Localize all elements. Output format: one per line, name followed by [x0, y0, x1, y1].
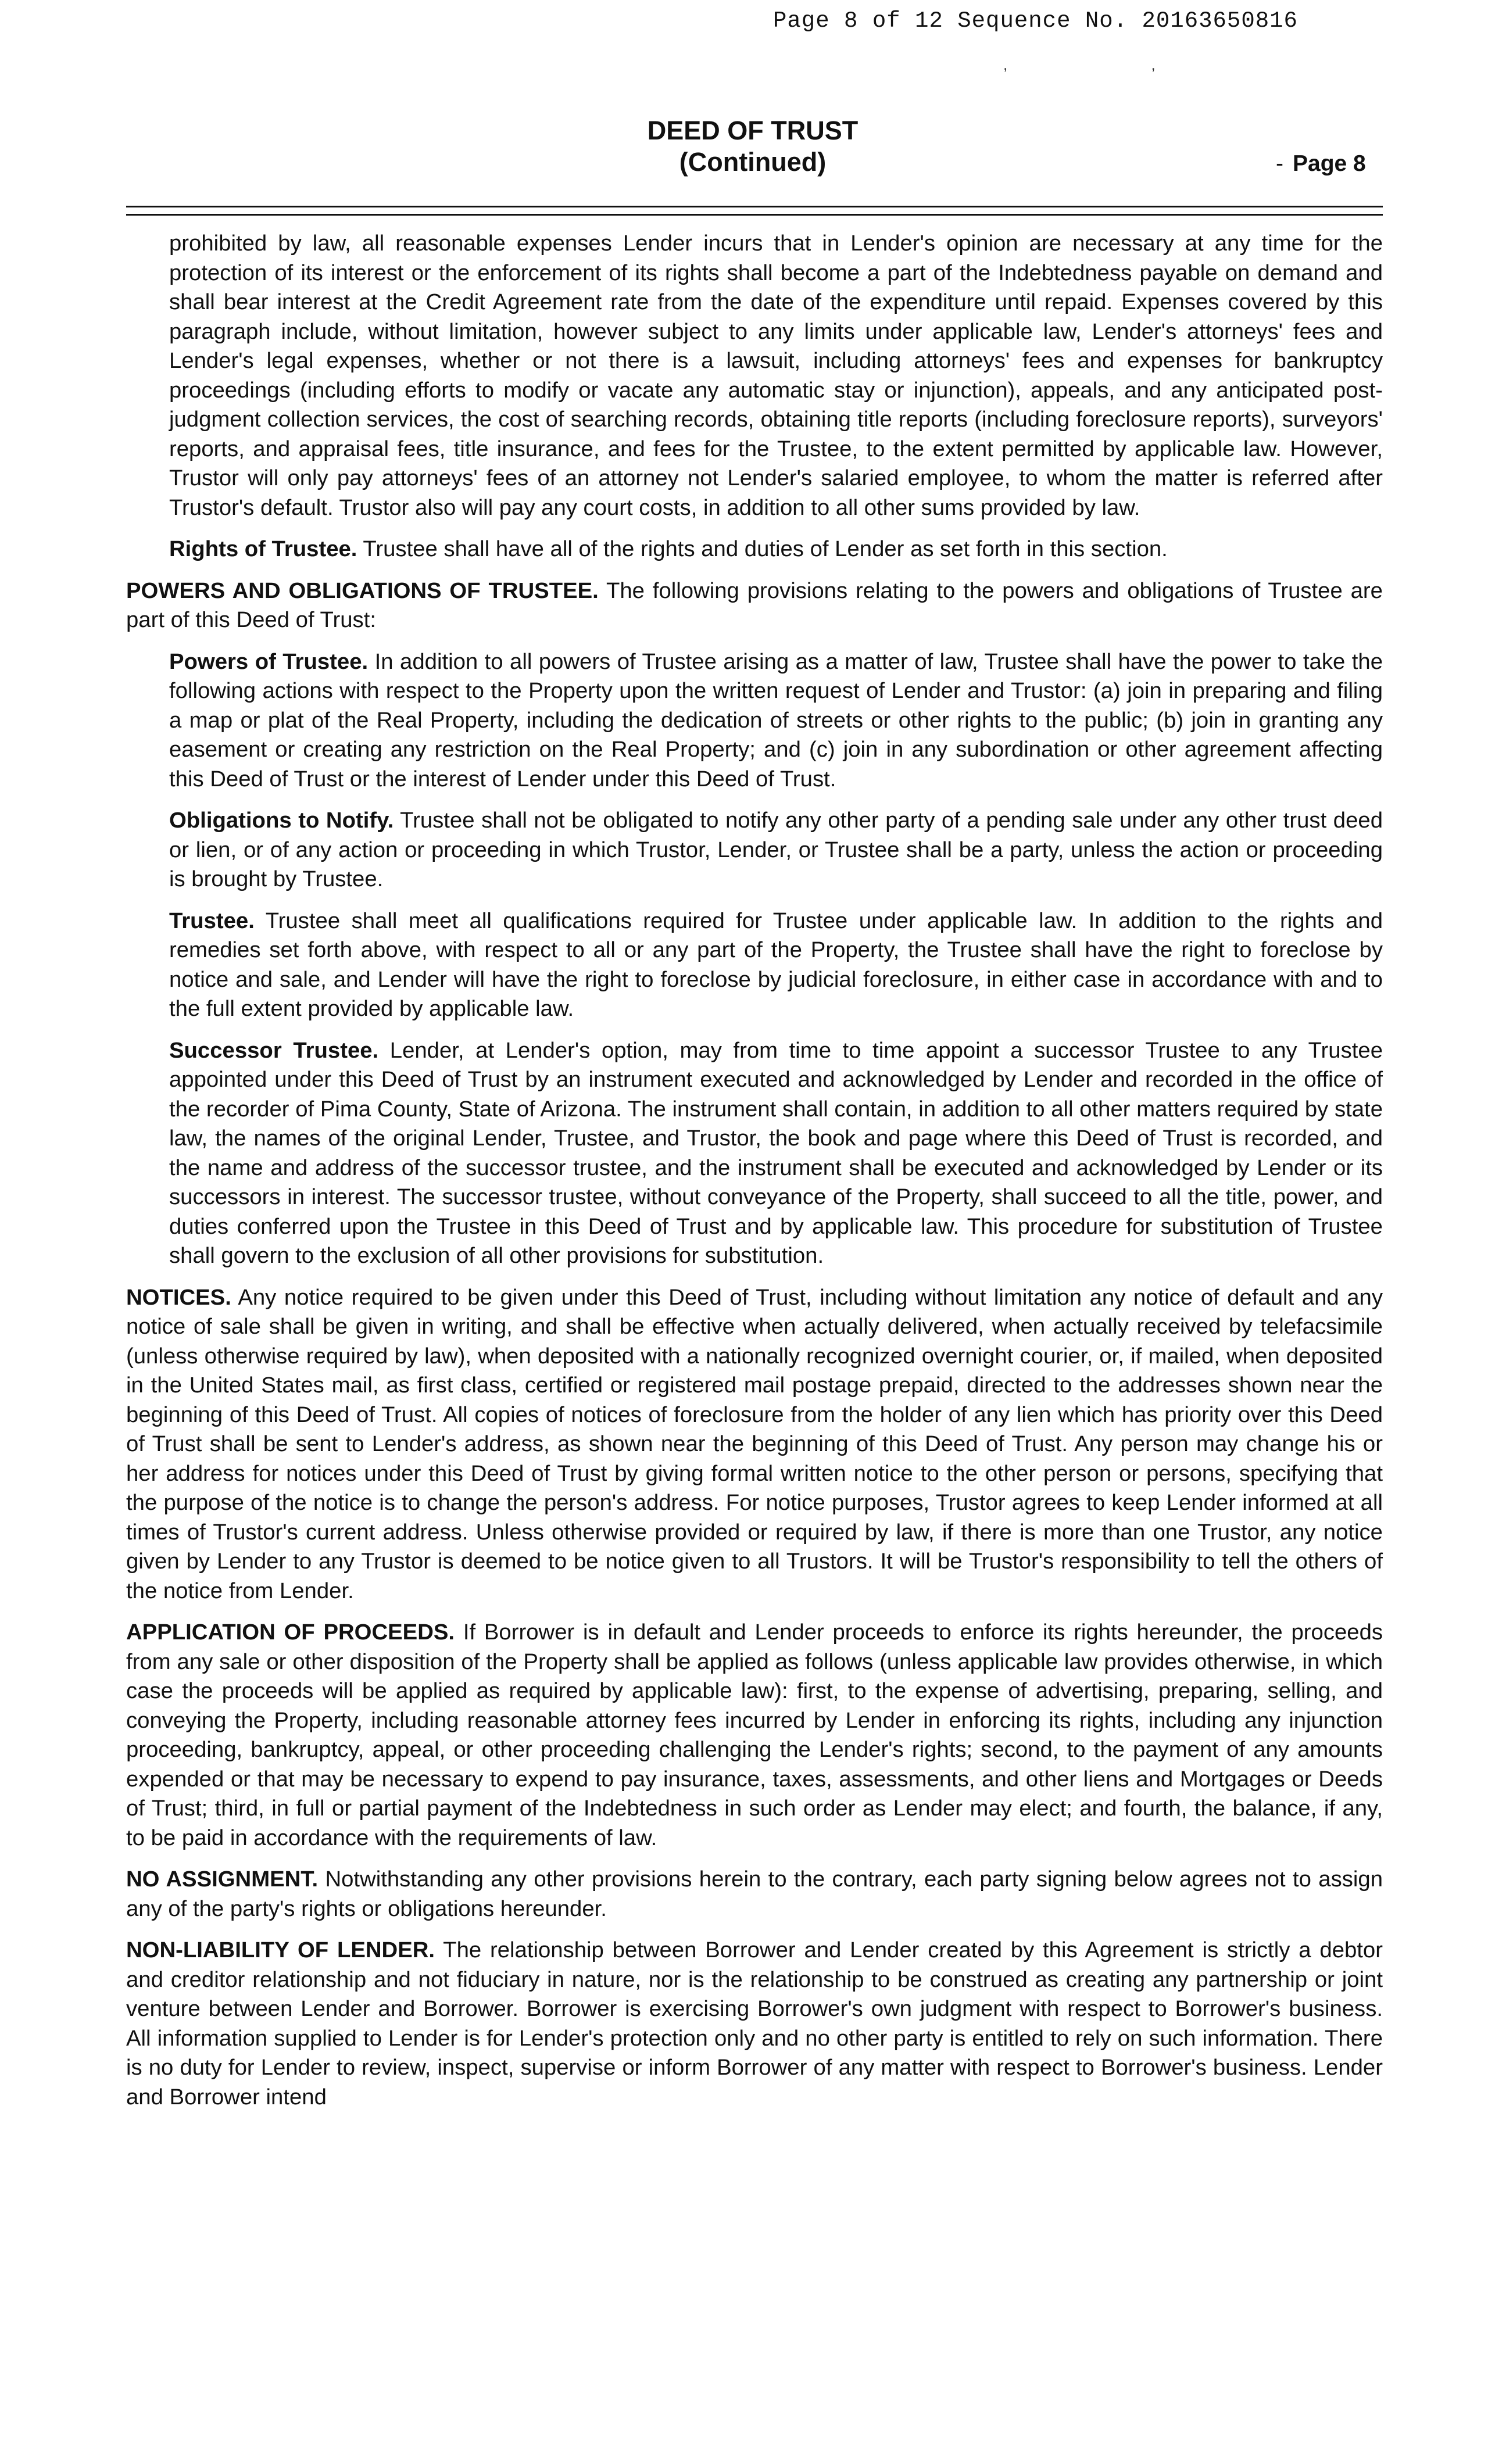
scan-specks: , ,	[1003, 56, 1225, 73]
paragraph-no-assignment	[126, 1865, 1383, 1924]
paragraph-heading: Obligations to Notify.	[169, 808, 394, 833]
paragraph-text: The relationship between Borrower and Lender created by this Agreement is strictly a debtor and creditor relationship and not fiduciary in nature, nor is the relationship to be construed as creating any partnership or joint venture between Lender and Borrower. Borrower is exercising Borrower's own judgment with respect to Borrower's business. All information supplied to Lender is for Lender's protection only and no other party is entitled to rely on such information. There is no duty for Lender to review, inspect, supervise or inform Borrower of any matter with respect to Borrower's business. Lender and Borrower intend	[126, 1937, 1383, 2110]
header-rule-bottom	[126, 214, 1383, 216]
paragraph-obligations-to-notify	[169, 806, 1383, 894]
paragraph-non-liability-of-lender	[126, 1936, 1383, 2112]
document-body	[126, 229, 1383, 2124]
header-rule-top	[126, 206, 1383, 207]
paragraph-heading: Rights of Trustee.	[169, 536, 357, 561]
paragraph-successor-trustee	[169, 1036, 1383, 1271]
paragraph-text: The following provisions relating to the powers and obligations of Trustee are part of this Deed of Trust:	[126, 578, 1383, 632]
page-number: Page 8	[1293, 151, 1366, 176]
paragraph-trustee	[169, 907, 1383, 1024]
title-line: DEED OF TRUST	[647, 116, 859, 145]
paragraph-text: Trustee shall have all of the rights and duties of Lender as set forth in this section.	[363, 536, 1168, 561]
paragraph-heading: Trustee.	[169, 908, 255, 933]
paragraph-heading: NON-LIABILITY OF LENDER.	[126, 1937, 435, 1962]
document-title	[0, 115, 1488, 178]
paragraph-text: Any notice required to be given under this Deed of Trust, including without limitation any notice of default and any notice of sale shall be given in writing, and shall be effective when actually delivered, when actually received by telefacsimile (unless otherwise required by law), when deposited with a nationally recognized overnight courier, or, if mailed, when deposited in the United States mail, as first class, certified or registered mail postage prepaid, directed to the addresses shown near the beginning of this Deed of Trust. All copies of notices of foreclosure from the holder of any lien which has priority over this Deed of Trust shall be sent to Lender's address, as shown near the beginning of this Deed of Trust. Any person may change his or her address for notices under this Deed of Trust by giving formal written notice to the other person or persons, specifying that the purpose of the notice is to change the person's address. For notice purposes, Trustor agrees to keep Lender informed at all times of Trustor's current address. Unless otherwise provided or required by law, if there is more than one Trustor, any notice given by Lender to any Trustor is deemed to be notice given to all Trustors. It will be Trustor's responsibility to tell the others of the notice from Lender.	[126, 1284, 1383, 1603]
paragraph-heading: Successor Trustee.	[169, 1037, 379, 1063]
subtitle-line: (Continued)	[679, 147, 827, 177]
paragraph-text: Trustee shall meet all qualifications required for Trustee under applicable law. In addition to the rights and remedies set forth above, with respect to all or any part of the Property, the Trustee shall have the right to foreclose by notice and sale, and Lender will have the right to foreclose by judicial foreclosure, in either case in accordance with and to the full extent provided by applicable law.	[169, 908, 1383, 1021]
paragraph-heading: POWERS AND OBLIGATIONS OF TRUSTEE.	[126, 578, 599, 603]
paragraph-rights-of-trustee	[169, 535, 1383, 564]
paragraph-text: Trustee shall not be obligated to notify any other party of a pending sale under any other trust deed or lien, or of any action or proceeding in which Trustor, Lender, or Trustee shall be a party, unless the action or proceeding is brought by Trustee.	[169, 808, 1383, 891]
paragraph-powers-and-obligations	[126, 576, 1383, 635]
paragraph-heading: Powers of Trustee.	[169, 649, 369, 674]
paragraph-text: Notwithstanding any other provisions herein to the contrary, each party signing below agrees not to assign any of the party's rights or obligations hereunder.	[126, 1867, 1383, 1921]
paragraph-text: Lender, at Lender's option, may from time to time appoint a successor Trustee to any Trustee appointed under this Deed of Trust by an instrument executed and acknowledged by Lender and recorded in the office of the recorder of Pima County, State of Arizona. The instrument shall contain, in addition to all other matters required by state law, the names of the original Lender, Trustee, and Trustor, the book and page where this Deed of Trust is recorded, and the name and address of the successor trustee, and the instrument shall be executed and acknowledged by Lender or its successors in interest. The successor trustee, without conveyance of the Property, shall succeed to all the title, power, and duties conferred upon the Trustee in this Deed of Trust and by applicable law. This procedure for substitution of Trustee shall govern to the exclusion of all other provisions for substitution.	[169, 1037, 1383, 1268]
paragraph-powers-of-trustee	[169, 647, 1383, 794]
paragraph-application-of-proceeds	[126, 1618, 1383, 1853]
page-dash: -	[1276, 151, 1283, 176]
paragraph-heading: APPLICATION OF PROCEEDS.	[126, 1620, 455, 1645]
paragraph-notices	[126, 1283, 1383, 1606]
page-number-label	[1276, 151, 1366, 177]
paragraph-expenses	[169, 229, 1383, 522]
paragraph-text: prohibited by law, all reasonable expenses Lender incurs that in Lender's opinion are necessary at any time for the protection of its interest or the enforcement of its rights shall become a part of the Indebtedness payable on demand and shall bear interest at the Credit Agreement rate from the date of the expenditure until repaid. Expenses covered by this paragraph include, without limitation, however subject to any limits under applicable law, Lender's attorneys' fees and Lender's legal expenses, whether or not there is a lawsuit, including attorneys' fees and expenses for bankruptcy proceedings (including efforts to modify or vacate any automatic stay or injunction), appeals, and any anticipated post-judgment collection services, the cost of searching records, obtaining title reports (including foreclosure reports), surveyors' reports, and appraisal fees, title insurance, and fees for the Trustee, to the extent permitted by applicable law. However, Trustor will only pay attorneys' fees of an attorney not Lender's salaried employee, to whom the matter is referred after Trustor's default. Trustor also will pay any court costs, in addition to all other sums provided by law.	[169, 231, 1383, 520]
paragraph-text: In addition to all powers of Trustee arising as a matter of law, Trustee shall have the power to take the following actions with respect to the Property upon the written request of Lender and Trustor: (a) join in preparing and filing a map or plat of the Real Property, including the dedication of streets or other rights to the public; (b) join in granting any easement or creating any restriction on the Real Property; and (c) join in any subordination or other agreement affecting this Deed of Trust or the interest of Lender under this Deed of Trust.	[169, 649, 1383, 792]
paragraph-text: If Borrower is in default and Lender proceeds to enforce its rights hereunder, the proceeds from any sale or other disposition of the Property shall be applied as follows (unless applicable law provides otherwise, in which case the proceeds will be applied as required by applicable law): first, to the expense of advertising, preparing, selling, and conveying the Property, including reasonable attorney fees incurred by Lender in enforcing its rights, including any injunction proceeding, bankruptcy, appeal, or other proceeding challenging the Lender's rights; second, to the payment of any amounts expended or that may be necessary to expend to pay insurance, taxes, assessments, and other liens and Mortgages or Deeds of Trust; third, in full or partial payment of the Indebtedness in such order as Lender may elect; and fourth, the balance, if any, to be paid in accordance with the requirements of law.	[126, 1620, 1383, 1850]
paragraph-heading: NOTICES.	[126, 1284, 231, 1310]
sequence-header: Page 8 of 12 Sequence No. 20163650816	[773, 8, 1298, 34]
paragraph-heading: NO ASSIGNMENT.	[126, 1867, 319, 1892]
